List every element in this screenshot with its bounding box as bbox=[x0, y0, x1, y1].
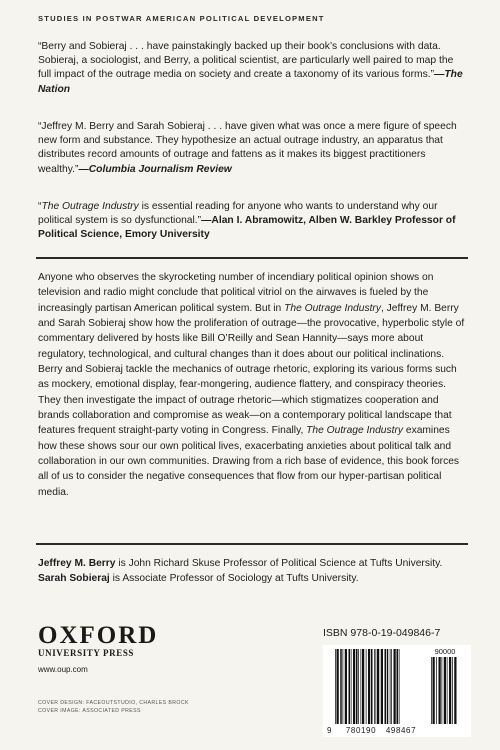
review-source: —Columbia Journalism Review bbox=[78, 163, 232, 175]
barcode-graphic bbox=[323, 645, 471, 737]
barcode-bar bbox=[351, 649, 352, 724]
publisher-logo-subtitle: UNIVERSITY PRESS bbox=[38, 648, 135, 658]
barcode-bar bbox=[356, 649, 358, 724]
barcode-bar bbox=[390, 649, 391, 724]
divider-top bbox=[36, 257, 468, 259]
ean-right-digits: 498467 bbox=[385, 726, 417, 735]
author-name: Sarah Sobieraj bbox=[38, 573, 110, 585]
barcode-bar bbox=[387, 649, 389, 724]
desc-title-2: The Outrage Industry bbox=[306, 425, 404, 437]
series-title: STUDIES IN POSTWAR AMERICAN POLITICAL DEVELOPMENT bbox=[38, 14, 325, 23]
divider-bottom bbox=[36, 543, 468, 545]
barcode-bar bbox=[340, 649, 342, 724]
barcode-bar bbox=[337, 649, 339, 724]
desc-part-3: examines how these shows sour our own political lives, exacerbating anxieties about political talk and collaboration in our own communities. Drawing from a rich base of evidence, this book forces all of us to consider the negative consequences that flow from our hyper-partisan political media. bbox=[38, 425, 460, 498]
barcode-bar bbox=[452, 657, 453, 724]
barcode-bar bbox=[397, 649, 399, 724]
bio-berry bbox=[38, 556, 468, 571]
review-abramowitz bbox=[38, 200, 466, 243]
book-description bbox=[38, 270, 468, 500]
barcode-bar bbox=[376, 649, 377, 724]
barcode-bar bbox=[394, 649, 396, 724]
review-quote: “Jeffrey M. Berry and Sarah Sobieraj . . . have given what was once a mere figure of speech new form and substance. They hypothesize an actual outrage industry, an apparatus that distributes record amounts of outrage and fattens as it makes its biggest practitioners wealthy.” bbox=[38, 121, 457, 175]
barcode-bar bbox=[449, 657, 451, 724]
credit-design: COVER DESIGN: FACEOUTSTUDIO, CHARLES BROCK bbox=[38, 700, 189, 706]
barcode-bar bbox=[371, 649, 373, 724]
review-nation bbox=[38, 40, 466, 97]
author-bios bbox=[38, 556, 468, 587]
barcode-bar bbox=[349, 649, 351, 724]
review-book-title: The Outrage Industry bbox=[41, 201, 139, 212]
barcode bbox=[323, 645, 471, 737]
desc-part-2: , Jeffrey M. Berry and Sarah Sobieraj show how the proliferation of outrage—the provocative, hyperbolic style of commentary delivered by hosts like Bill O’Reilly and Sean Hannity—says more about regulatory, technological, and cultural changes than it does about our political inclinations. Berry and Sobieraj tackle the mechanics of outrage rhetoric, exploring its various forms such as mockery, emotional display, fear-mongering, audience flattery, and conspiracy theories. They then investigate the impact of outrage rhetoric—which stigmatizes cooperation and brands collaboration and compromise as weak—on a contemporary political landscape that features frequent straight-party voting in Congress. Finally, bbox=[38, 302, 465, 437]
ean-bars bbox=[335, 649, 400, 724]
author-name: Jeffrey M. Berry bbox=[38, 558, 116, 569]
barcode-bar bbox=[368, 649, 370, 724]
desc-part-1: Anyone who observes the skyrocketing number of incendiary political opinion shows on television and radio might conclude that political vitriol on the airwaves is fueled by the increasingly partisan American political system. But in bbox=[38, 272, 434, 314]
barcode-bar bbox=[358, 649, 359, 724]
barcode-bar bbox=[439, 657, 441, 724]
barcode-bar bbox=[436, 657, 437, 724]
review-cjr bbox=[38, 120, 466, 177]
barcode-bar bbox=[361, 649, 362, 724]
barcode-bar bbox=[431, 657, 432, 724]
review-quote-rest: is essential reading for anyone who wants to understand why our political system is so dysfunctional.” bbox=[38, 201, 438, 227]
barcode-bar bbox=[385, 649, 387, 724]
barcode-bar bbox=[374, 649, 375, 724]
barcode-bar bbox=[377, 649, 379, 724]
review-quote-open: “ bbox=[38, 201, 42, 212]
addon-bars bbox=[431, 657, 457, 724]
barcode-bar bbox=[381, 649, 383, 724]
barcode-bar bbox=[444, 657, 446, 724]
barcode-bar bbox=[366, 649, 367, 724]
bio-sobieraj bbox=[38, 571, 468, 586]
publisher-website: www.oup.com bbox=[38, 665, 88, 674]
barcode-bar bbox=[345, 649, 347, 724]
cover-credits bbox=[38, 700, 189, 715]
barcode-bar bbox=[442, 657, 443, 724]
barcode-bar bbox=[447, 657, 448, 724]
author-bio-text: is John Richard Skuse Professor of Political Science at Tufts University. bbox=[115, 558, 443, 569]
publisher-logo: OXFORD bbox=[38, 622, 159, 649]
barcode-bar bbox=[454, 657, 456, 724]
ean-left-digits: 780190 bbox=[345, 726, 377, 735]
review-source: —Alan I. Abramowitz, Alben W. Barkley Professor of Political Science, Emory University bbox=[38, 215, 456, 241]
barcode-bar bbox=[391, 649, 392, 724]
barcode-bar bbox=[362, 649, 364, 724]
barcode-bar bbox=[433, 657, 435, 724]
price-code: 90000 bbox=[434, 647, 456, 656]
review-quote: “Berry and Sobieraj . . . have painstakingly backed up their book’s conclusions with data. Sobieraj, a sociologist, and Berry, a political scientist, are particularly well paired to map the full impact of the outrage media on society and create a taxonomy of its various forms.” bbox=[38, 41, 454, 81]
isbn-label: ISBN 978-0-19-049846-7 bbox=[323, 627, 441, 639]
ean-first-digit: 9 bbox=[327, 726, 332, 735]
desc-title-1: The Outrage Industry bbox=[284, 302, 381, 314]
barcode-bar bbox=[343, 649, 344, 724]
author-bio-text: is Associate Professor of Sociology at Tufts University. bbox=[109, 573, 359, 585]
barcode-bar bbox=[399, 649, 400, 724]
review-source: —The Nation bbox=[38, 69, 463, 95]
credit-image: COVER IMAGE: ASSOCIATED PRESS bbox=[38, 707, 141, 714]
barcode-bar bbox=[353, 649, 355, 724]
barcode-bar bbox=[335, 649, 336, 724]
